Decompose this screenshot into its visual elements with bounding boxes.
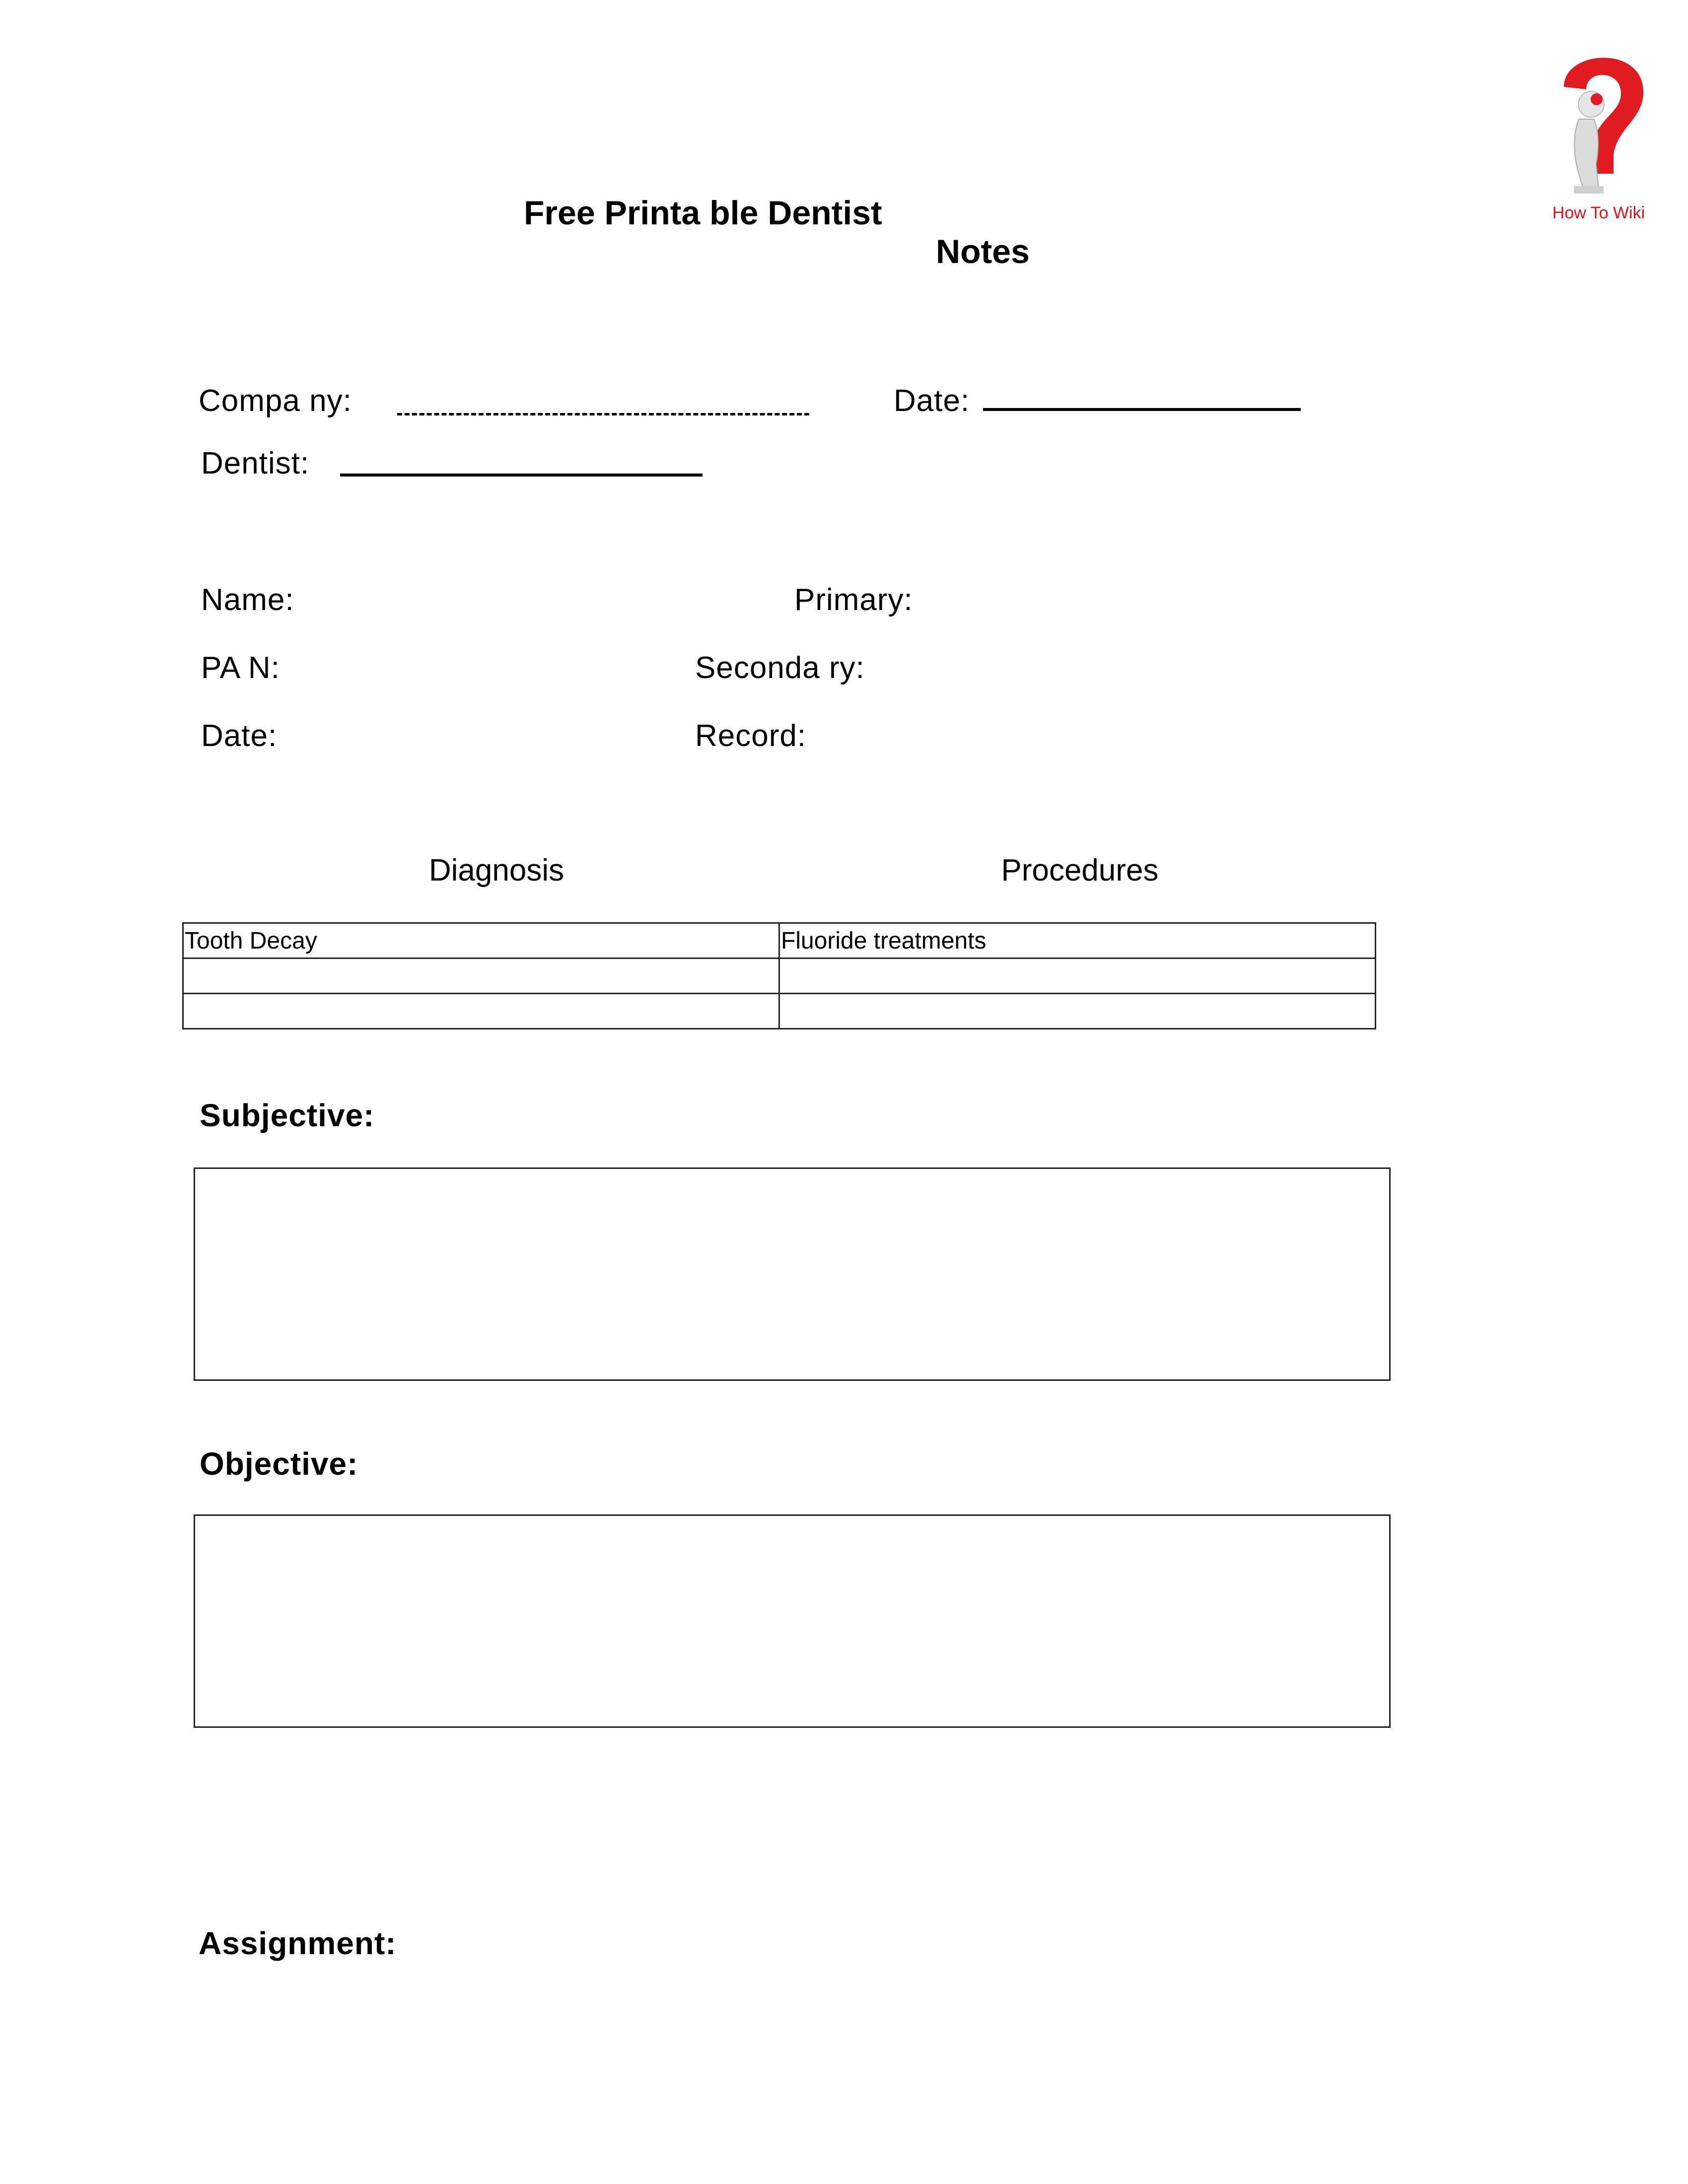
dentist-label: Dentist: [201,446,310,480]
procedure-cell[interactable] [779,958,1376,994]
how-to-wiki-logo [1529,40,1668,233]
patient-date-label: Date: [201,719,278,753]
subjective-heading: Subjective: [200,1097,375,1133]
objective-box[interactable] [194,1514,1391,1728]
procedure-cell[interactable] [779,994,1376,1029]
name-label: Name: [201,583,294,617]
secondary-label: Seconda ry: [695,651,865,685]
company-label: Compa ny: [199,384,352,418]
page-title-line1: Free Printa ble Dentist [524,194,882,232]
pan-label: PA N: [201,651,280,685]
procedures-header: Procedures [1001,853,1159,887]
assignment-heading: Assignment: [199,1925,397,1961]
table-row [183,923,1376,958]
diagnosis-cell[interactable]: Tooth Decay [183,923,779,958]
diagnosis-cell[interactable] [183,958,779,994]
question-mark-figure-icon [1544,40,1653,204]
diagnosis-cell[interactable] [183,994,779,1029]
company-field[interactable] [397,413,809,415]
table-row [183,994,1376,1029]
procedure-cell[interactable]: Fluoride treatments [779,923,1376,958]
table-row [183,958,1376,994]
subjective-box[interactable] [194,1167,1391,1381]
diagnosis-header: Diagnosis [428,853,564,887]
header-date-field[interactable] [983,408,1301,411]
record-label: Record: [695,719,807,753]
logo-caption: How To Wiki [1552,204,1645,222]
primary-label: Primary: [794,583,913,617]
page-title-line2: Notes [936,233,1030,271]
header-date-label: Date: [894,384,970,418]
dentist-field[interactable] [340,474,703,477]
diagnosis-procedures-table [182,922,1376,1029]
objective-heading: Objective: [200,1446,358,1482]
